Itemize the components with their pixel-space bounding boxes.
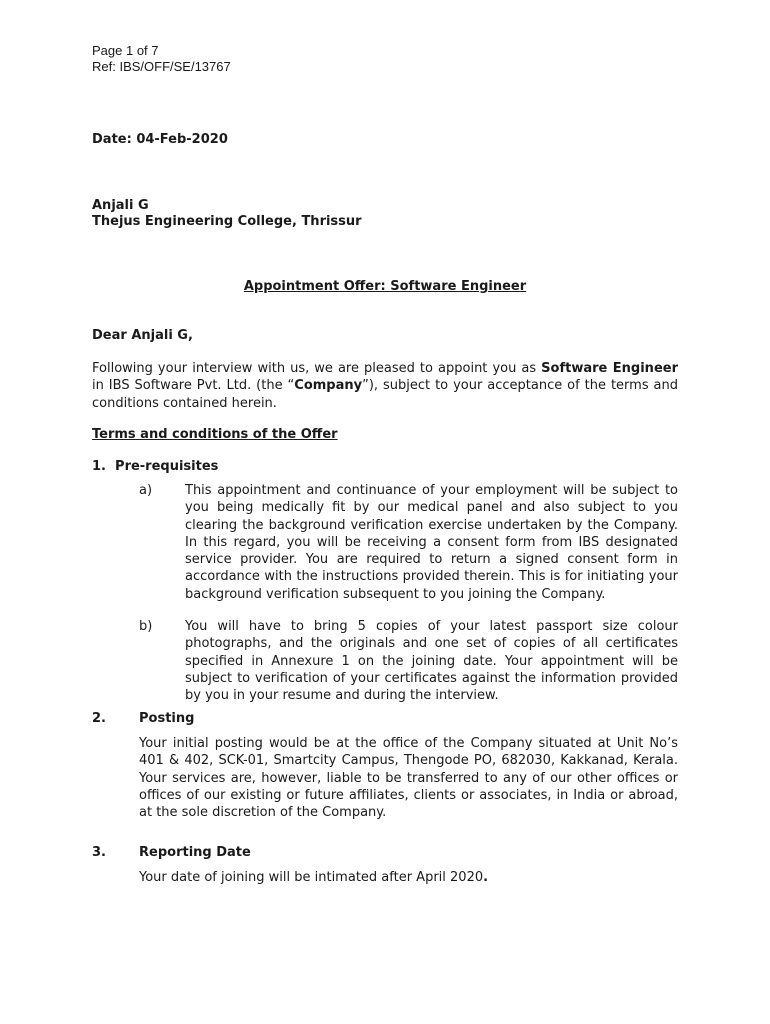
item-a-label: a) [139,483,153,498]
recipient-name: Anjali G [92,198,149,213]
item-b-label: b) [139,619,153,634]
company-term: Company [294,378,363,394]
letter-date: Date: 04-Feb-2020 [92,132,228,147]
reporting-body: Your date of joining will be intimated after April 2020. [139,870,489,885]
salutation: Dear Anjali G, [92,328,193,343]
posting-body: Your initial posting would be at the office of the Company situated at Unit No’s 401 & 402, SCK-01, Smartcity Campus, Thengode PO, 682030, Kakkanad, Kerala. Your services are, however, liable to be transferred to any of our other offices or offices of our existing or future affiliates, clients or associates, in India or abroad, at the sole discretion of the Company. [139,736,678,821]
prerequisites-heading: 1. Pre-requisites [92,459,219,474]
intro-paragraph: Following your interview with us, we are pleased to appoint you as Software Engineer in IBS Software Pvt. Ltd. (the “Company”), subject to your acceptance of the terms and conditions contained herein. [92,361,678,411]
item-a-text: This appointment and continuance of your employment will be subject to you being medically fit by our medical panel and also subject to you clearing the background verification exercise undertaken by the Company. In this regard, you will be receiving a consent form from IBS designated service provider. You are required to return a signed consent form in accordance with the instructions provided therein. This is for initiating your background verification subsequent to you joining the Company. [185,483,678,602]
recipient-institution: Thejus Engineering College, Thrissur [92,214,362,229]
posting-number: 2. [92,711,106,726]
letter-subject: Appointment Offer: Software Engineer [243,279,527,294]
posting-heading: Posting [139,711,195,726]
item-b-text: You will have to bring 5 copies of your latest passport size colour photographs, and the originals and one set of copies of all certificates specified in Annexure 1 on the joining date. Your appointment will be subject to verification of your certificates against the information provided by you in your resume and during the interview. [185,619,678,704]
role-title: Software Engineer [541,361,678,376]
reporting-heading: Reporting Date [139,845,251,860]
page-number: Page 1 of 7 [92,43,159,58]
terms-heading: Terms and conditions of the Offer [92,427,338,442]
reference-number: Ref: IBS/OFF/SE/13767 [92,59,231,74]
reporting-number: 3. [92,845,106,860]
